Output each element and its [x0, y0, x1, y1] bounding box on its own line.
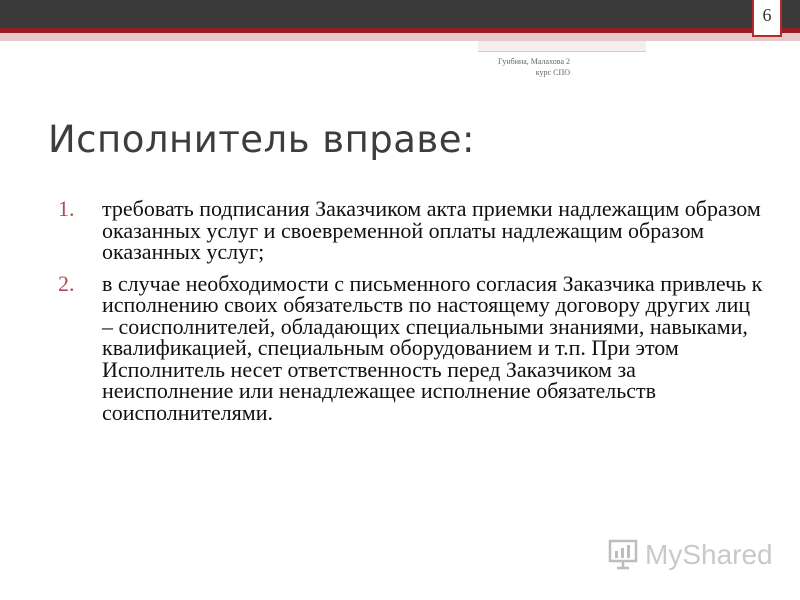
top-pink-stripe — [0, 33, 800, 41]
list-item-text: требовать подписания Заказчиком акта приемки надлежащим образом оказанных услуг и своевременной оплаты надлежащим образом оказанных услуг; — [102, 196, 761, 264]
page-number-badge — [752, 0, 782, 37]
list-item — [58, 198, 764, 263]
footer-note — [470, 56, 570, 78]
top-band — [0, 0, 800, 28]
footer-note-line2: курс СПО — [535, 68, 570, 77]
slide-title: Исполнитель вправе: — [48, 118, 475, 161]
watermark-text: MyShared — [645, 539, 773, 570]
list-item-text: в случае необходимости с письменного согласия Заказчика привлечь к исполнению своих обязательств по настоящему договору других лиц – соисполнителей, обладающих специальными знаниями, навыками, квалификацией, специальным оборудованием и т.п. При этом Исполнитель несет ответственность перед Заказчиком за неисполнение или ненадлежащее исполнение обязательств соисполнителями. — [102, 270, 763, 425]
list-item — [58, 270, 764, 425]
page-number: 6 — [762, 5, 772, 25]
footer-note-line1: Гунбина, Малахова 2 — [498, 57, 570, 66]
presentation-board-icon — [607, 538, 639, 570]
list-item-number: 1. — [58, 196, 75, 221]
list-item-number: 2. — [58, 270, 75, 296]
header-accent-box — [478, 41, 646, 52]
watermark-logo — [607, 538, 773, 572]
rights-list — [58, 198, 764, 433]
